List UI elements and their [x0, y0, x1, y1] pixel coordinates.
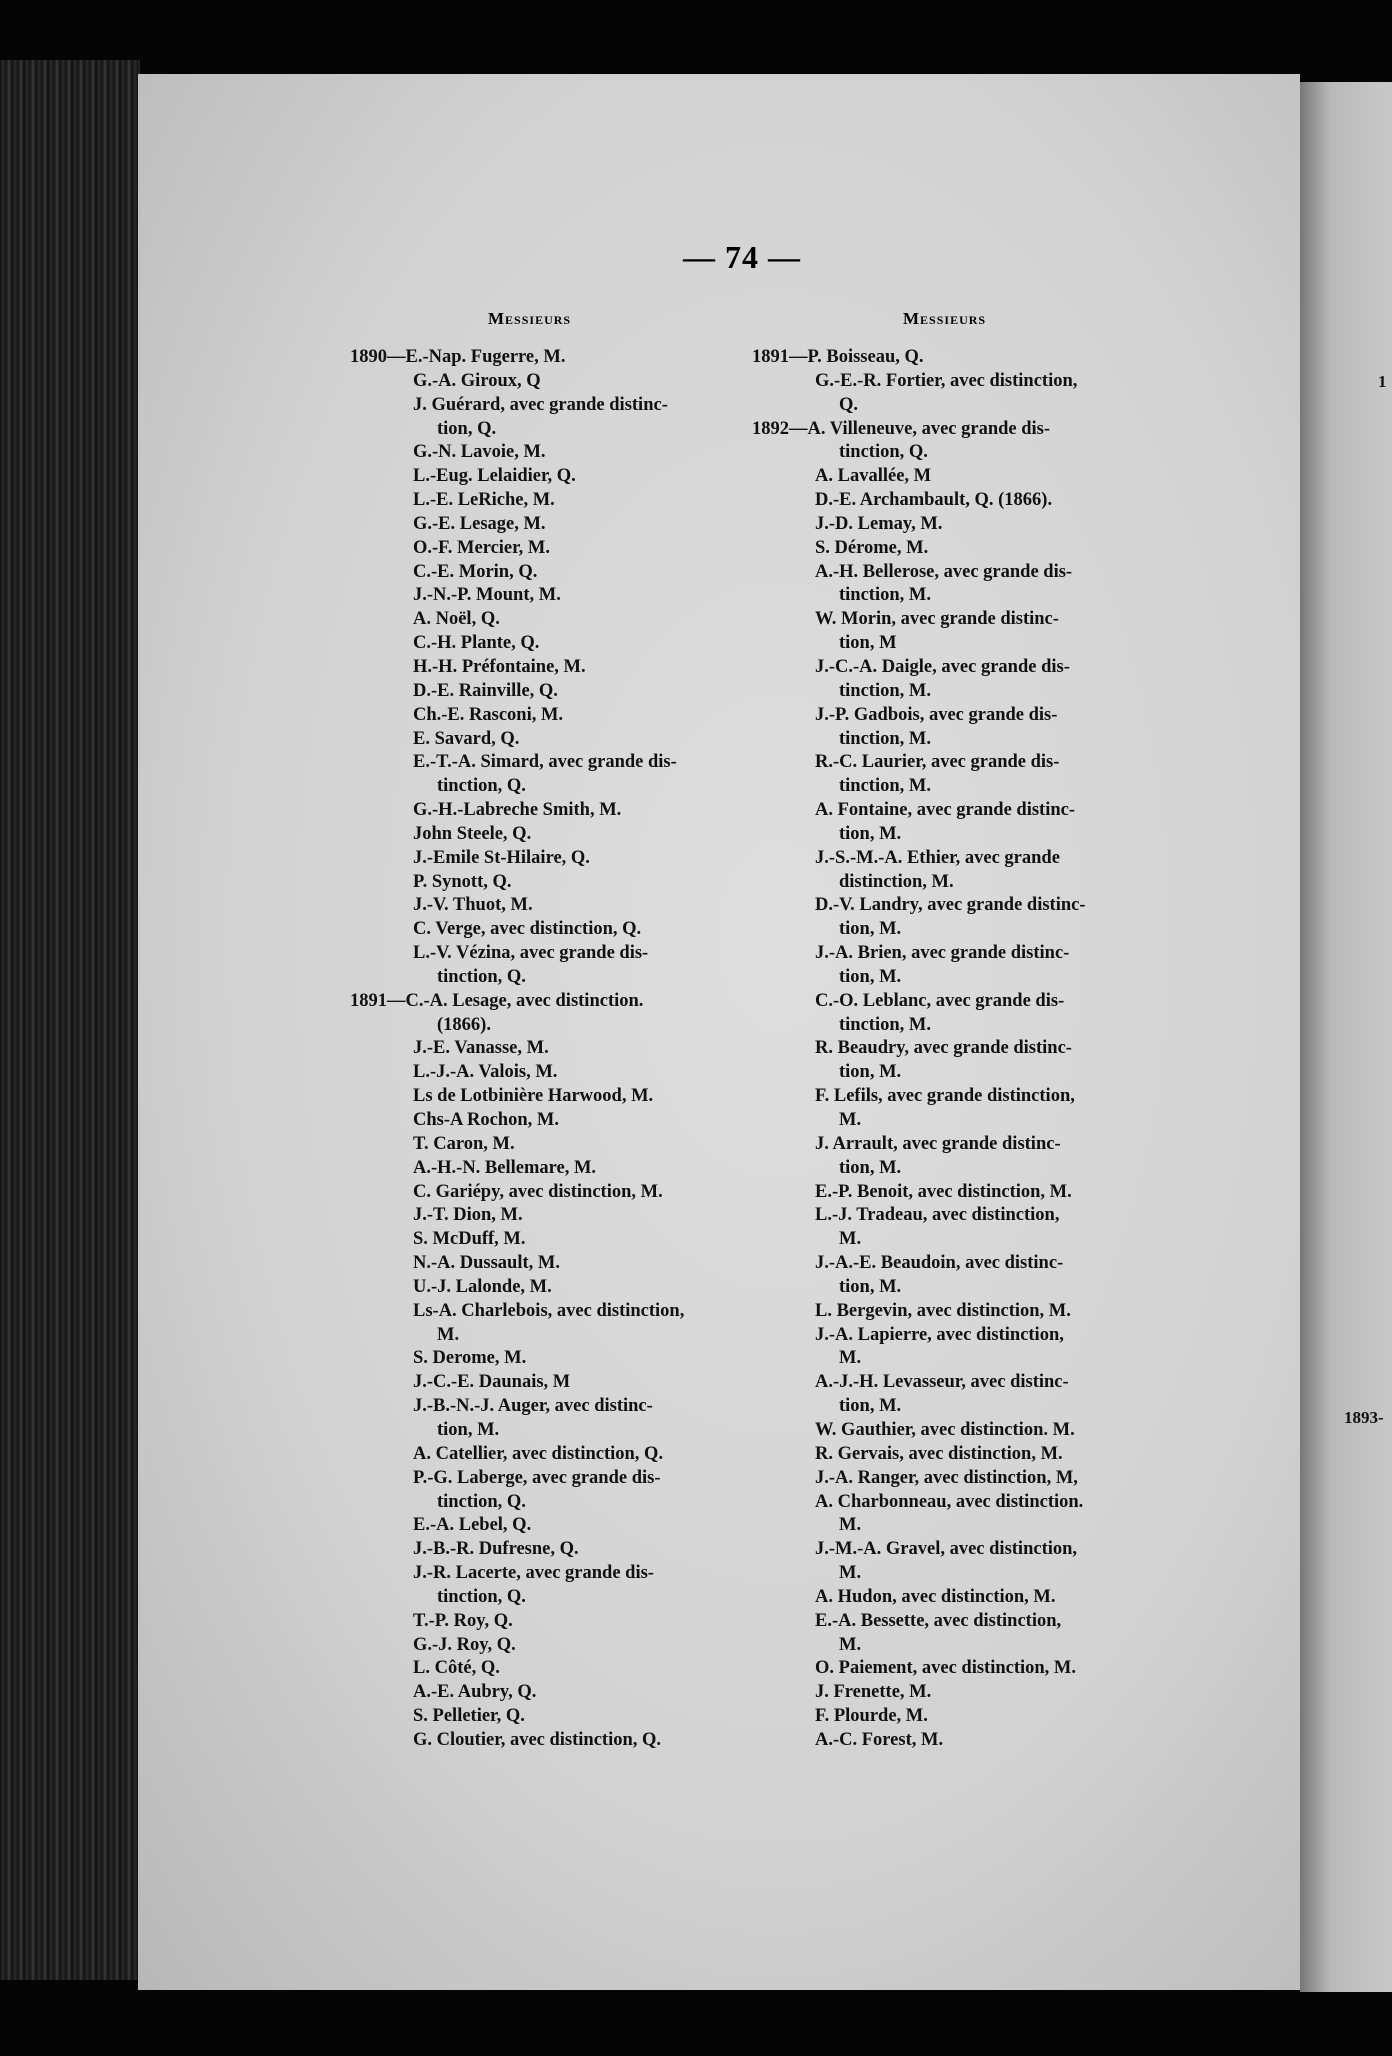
- right-entry-line: tion, M.: [839, 1396, 902, 1417]
- left-entry-line: A.-E. Aubry, Q.: [413, 1682, 537, 1703]
- left-entry-line: P. Synott, Q.: [413, 871, 512, 892]
- left-entry-line: N.-A. Dussault, M.: [413, 1253, 560, 1274]
- left-entry-line: G.-H.-Labreche Smith, M.: [413, 800, 622, 821]
- left-entry-line: J.-E. Vanasse, M.: [413, 1038, 549, 1059]
- right-entry-line: tion, M.: [839, 1157, 902, 1178]
- left-entry-line: C. Gariépy, avec distinction, M.: [413, 1181, 663, 1202]
- right-entry-line: J.-D. Lemay, M.: [815, 513, 943, 534]
- left-entry-line: Chs-A Rochon, M.: [413, 1110, 559, 1130]
- left-entry-line: G.-N. Lavoie, M.: [413, 442, 546, 463]
- right-entry-line: J.-M.-A. Gravel, avec distinction,: [815, 1539, 1078, 1560]
- left-entry-line: J.-Emile St-Hilaire, Q.: [413, 847, 590, 868]
- left-entry-line: S. Derome, M.: [413, 1348, 527, 1369]
- right-entry-line: A.-H. Bellerose, avec grande dis-: [815, 561, 1073, 582]
- left-entry-line: L.-E. LeRiche, M.: [413, 490, 555, 511]
- right-entry-line: J.-C.-A. Daigle, avec grande dis-: [815, 656, 1070, 677]
- right-entry-line: tion, M.: [839, 919, 902, 940]
- left-entry-line: E.-T.-A. Simard, avec grande dis-: [413, 752, 677, 773]
- right-entry-line: R. Gervais, avec distinction, M.: [815, 1443, 1063, 1464]
- right-entry-line: M.: [839, 1229, 862, 1250]
- right-entry-line: W. Gauthier, avec distinction. M.: [815, 1419, 1075, 1440]
- right-entry-line: F. Lefils, avec grande distinction,: [815, 1086, 1075, 1107]
- right-entry-line: L. Bergevin, avec distinction, M.: [815, 1300, 1071, 1321]
- right-entry-line: tion, M.: [839, 823, 902, 844]
- left-entry-line: A. Catellier, avec distinction, Q.: [413, 1443, 664, 1464]
- left-entry-line: A. Noël, Q.: [413, 609, 500, 630]
- left-entry-line: D.-E. Rainville, Q.: [413, 680, 558, 701]
- right-entry-line: J.-A. Lapierre, avec distinction,: [815, 1324, 1064, 1345]
- left-entry-line: L. Côté, Q.: [413, 1658, 500, 1679]
- left-entry-line: A.-H.-N. Bellemare, M.: [413, 1157, 597, 1178]
- right-entry-line: A.-J.-H. Levasseur, avec distinc-: [815, 1372, 1069, 1393]
- left-entry-line: J. Guérard, avec grande distinc-: [413, 394, 668, 415]
- left-entry-line: G.-J. Roy, Q.: [413, 1634, 516, 1655]
- right-entry-line: O. Paiement, avec distinction, M.: [815, 1658, 1077, 1679]
- left-entry-line: O.-F. Mercier, M.: [413, 537, 550, 558]
- right-entry-line: M.: [839, 1563, 862, 1584]
- left-entry-line: John Steele, Q.: [413, 823, 532, 844]
- left-entry-line: C. Verge, avec distinction, Q.: [413, 919, 642, 940]
- right-entry-line: tion, M.: [839, 1062, 902, 1083]
- right-entry-line: L.-J. Tradeau, avec distinction,: [815, 1205, 1060, 1226]
- right-entry-line: M.: [839, 1515, 862, 1536]
- right-entry-line: J. Arrault, avec grande distinc-: [815, 1133, 1061, 1154]
- left-entry-line: C.-H. Plante, Q.: [413, 633, 540, 654]
- book-page: [138, 74, 1300, 1990]
- left-entry-line: H.-H. Préfontaine, M.: [413, 656, 586, 677]
- left-entry-line: tinction, Q.: [437, 966, 526, 987]
- left-entry-line: tinction, Q.: [437, 1491, 526, 1512]
- left-entry-line: (1866).: [437, 1014, 491, 1035]
- right-entry-line: A. Fontaine, avec grande distinc-: [815, 800, 1076, 821]
- right-entry-line: tion, M.: [839, 966, 902, 987]
- right-entry-line: J.-S.-M.-A. Ethier, avec grande: [815, 847, 1060, 868]
- left-entry-line: Ls-A. Charlebois, avec distinction,: [413, 1300, 685, 1321]
- right-entry-line: A.-C. Forest, M.: [815, 1729, 944, 1750]
- left-entry-line: J.-T. Dion, M.: [413, 1205, 523, 1226]
- left-entry-line: J.-N.-P. Mount, M.: [413, 585, 561, 606]
- right-entry-line: tinction, M.: [839, 1014, 931, 1035]
- right-entry-line: tinction, M.: [839, 728, 931, 749]
- left-entry-line: T. Caron, M.: [413, 1133, 515, 1154]
- left-column: [350, 346, 684, 1753]
- right-entry-line: J.-A.-E. Beaudoin, avec distinc-: [815, 1253, 1064, 1274]
- right-entry-line: E.-P. Benoit, avec distinction, M.: [815, 1181, 1072, 1202]
- right-entry-line: W. Morin, avec grande distinc-: [815, 609, 1059, 630]
- right-entry-line: A. Hudon, avec distinction, M.: [815, 1586, 1056, 1607]
- right-entry-line: A. Lavallée, M: [815, 466, 932, 487]
- left-entry-line: S. Pelletier, Q.: [413, 1706, 525, 1727]
- right-entry-line: D.-V. Landry, avec grande distinc-: [815, 895, 1086, 916]
- left-entry-line: J.-B.-R. Dufresne, Q.: [413, 1539, 579, 1560]
- left-entry-line: E.-A. Lebel, Q.: [413, 1515, 532, 1536]
- left-entry-line: U.-J. Lalonde, M.: [413, 1276, 552, 1297]
- left-entry-line: Ch.-E. Rasconi, M.: [413, 704, 564, 725]
- facing-page-mark-top: 1: [1378, 372, 1387, 391]
- right-entry-line: D.-E. Archambault, Q. (1866).: [815, 490, 1053, 511]
- facing-page-mark-bottom: 1893-: [1344, 1408, 1384, 1427]
- right-entry-line: tion, M: [839, 633, 897, 654]
- page-number: — 74 —: [683, 239, 801, 275]
- right-entry-line: tinction, Q.: [839, 442, 928, 463]
- facing-page-edge: [1300, 82, 1392, 1992]
- right-entry-line: J. Frenette, M.: [815, 1682, 932, 1703]
- left-entry-line: L.-J.-A. Valois, M.: [413, 1062, 558, 1083]
- right-entry-line: tinction, M.: [839, 680, 931, 701]
- right-entry-line: E.-A. Bessette, avec distinction,: [815, 1610, 1062, 1631]
- left-entry-line: E. Savard, Q.: [413, 728, 520, 749]
- left-entry-line: G. Cloutier, avec distinction, Q.: [413, 1729, 662, 1750]
- left-entry-line: J.-C.-E. Daunais, M: [413, 1372, 571, 1393]
- right-entry-line: R. Beaudry, avec grande distinc-: [815, 1038, 1072, 1059]
- left-entry-line: 1890—E.-Nap. Fugerre, M.: [350, 347, 566, 367]
- left-entry-line: P.-G. Laberge, avec grande dis-: [413, 1467, 661, 1488]
- right-entry-line: tion, M.: [839, 1276, 902, 1297]
- left-entry-line: G.-A. Giroux, Q: [413, 370, 541, 391]
- right-entry-line: 1892—A. Villeneuve, avec grande dis-: [752, 418, 1051, 439]
- left-entry-line: G.-E. Lesage, M.: [413, 513, 546, 534]
- left-entry-line: T.-P. Roy, Q.: [413, 1610, 513, 1631]
- book-spine: [0, 60, 140, 1980]
- left-entry-line: J.-R. Lacerte, avec grande dis-: [413, 1563, 654, 1584]
- right-entry-line: Q.: [839, 394, 859, 415]
- right-entry-line: tinction, M.: [839, 776, 931, 797]
- right-entry-line: M.: [839, 1634, 862, 1655]
- right-entry-line: J.-A. Brien, avec grande distinc-: [815, 943, 1070, 964]
- right-entry-line: C.-O. Leblanc, avec grande dis-: [815, 990, 1065, 1011]
- right-entry-line: G.-E.-R. Fortier, avec distinction,: [815, 370, 1078, 391]
- left-entry-line: tion, Q.: [437, 418, 497, 439]
- right-entry-line: A. Charbonneau, avec distinction.: [815, 1491, 1084, 1512]
- left-entry-line: L.-V. Vézina, avec grande dis-: [413, 943, 649, 964]
- right-entry-line: J.-P. Gadbois, avec grande dis-: [815, 704, 1058, 725]
- right-entry-line: M.: [839, 1110, 862, 1130]
- left-entry-line: L.-Eug. Lelaidier, Q.: [413, 466, 576, 487]
- left-entry-line: tion, M.: [437, 1419, 500, 1440]
- left-entry-line: 1891—C.-A. Lesage, avec distinction.: [350, 990, 644, 1011]
- left-entry-line: C.-E. Morin, Q.: [413, 561, 538, 582]
- left-column-header: Messieurs: [488, 309, 572, 328]
- right-entry-line: S. Dérome, M.: [815, 537, 929, 558]
- left-entry-line: J.-B.-N.-J. Auger, avec distinc-: [413, 1396, 653, 1417]
- left-entry-line: M.: [437, 1324, 460, 1345]
- right-entry-line: M.: [839, 1348, 862, 1369]
- right-entry-line: R.-C. Laurier, avec grande dis-: [815, 752, 1060, 773]
- left-entry-line: Ls de Lotbinière Harwood, M.: [413, 1086, 654, 1107]
- left-entry-line: J.-V. Thuot, M.: [413, 895, 533, 916]
- right-column: [752, 346, 1086, 1753]
- left-entry-line: tinction, Q.: [437, 1586, 526, 1607]
- right-entry-line: J.-A. Ranger, avec distinction, M,: [815, 1467, 1078, 1488]
- left-entry-line: tinction, Q.: [437, 776, 526, 797]
- right-entry-line: F. Plourde, M.: [815, 1706, 928, 1727]
- right-entry-line: distinction, M.: [839, 871, 954, 892]
- right-entry-line: tinction, M.: [839, 585, 931, 606]
- left-entry-line: S. McDuff, M.: [413, 1229, 526, 1250]
- right-column-header: Messieurs: [903, 309, 987, 328]
- right-entry-line: 1891—P. Boisseau, Q.: [752, 347, 924, 367]
